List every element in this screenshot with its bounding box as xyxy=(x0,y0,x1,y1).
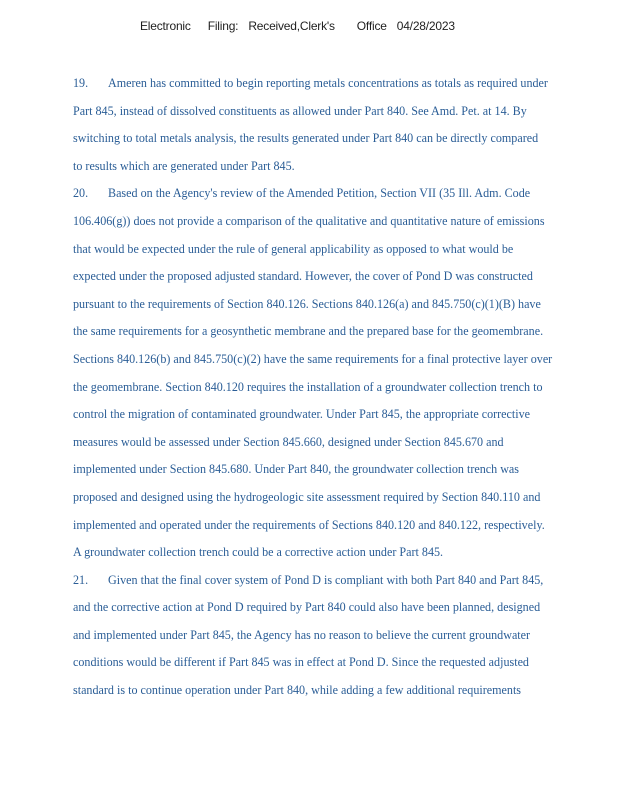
paragraph-line xyxy=(73,567,605,595)
paragraph-line: pursuant to the requirements of Section 840.126. Sections 840.126(a) and 845.750(c)(1)(B) have xyxy=(73,296,541,311)
paragraph-line: A groundwater collection trench could be a corrective action under Part 845. xyxy=(73,545,444,560)
paragraph-number: 20. xyxy=(73,186,89,201)
header-filing: Filing: xyxy=(207,19,239,33)
paragraph-line: standard is to continue operation under Part 840, while adding a few additional requirements xyxy=(73,683,522,698)
paragraph-line: the geomembrane. Section 840.120 requires the installation of a groundwater collection trench to xyxy=(73,379,543,394)
paragraph-line: 106.406(g)) does not provide a comparison of the qualitative and quantitative nature of emissions xyxy=(73,213,545,228)
paragraph-line: Part 845, instead of dissolved constituents as allowed under Part 840. See Amd. Pet. at 14. By xyxy=(73,103,527,118)
paragraph-line: conditions would be different if Part 845 was in effect at Pond D. Since the requested adjusted xyxy=(73,655,529,670)
paragraph-line: to results which are generated under Part 845. xyxy=(73,158,295,173)
filing-stamp-header xyxy=(140,19,455,33)
paragraph-line: measures would be assessed under Section 845.660, designed under Section 845.670 and xyxy=(73,434,504,449)
paragraph-line: implemented under Section 845.680. Under Part 840, the groundwater collection trench was xyxy=(73,462,520,477)
header-office: Office xyxy=(356,19,387,33)
paragraph-line: implemented and operated under the requirements of Sections 840.120 and 840.122, respectively. xyxy=(73,517,545,532)
header-electronic: Electronic xyxy=(140,19,191,33)
header-date: 04/28/2023 xyxy=(396,19,455,33)
paragraph-line: and the corrective action at Pond D required by Part 840 could also have been planned, designed xyxy=(73,600,541,615)
paragraph-19 xyxy=(73,70,605,180)
line-text: Ameren has committed to begin reporting metals concentrations as totals as required under xyxy=(108,76,548,90)
paragraph-line: and implemented under Part 845, the Agency has no reason to believe the current groundwater xyxy=(73,627,531,642)
paragraph-line: the same requirements for a geosynthetic membrane and the prepared base for the geomembrane. xyxy=(73,324,544,339)
document-body xyxy=(73,70,605,705)
paragraph-number: 21. xyxy=(73,572,89,587)
line-text: Given that the final cover system of Pond D is compliant with both Part 840 and Part 845, xyxy=(108,572,544,587)
paragraph-number: 19. xyxy=(73,76,89,90)
paragraph-line xyxy=(73,180,605,208)
paragraph-21 xyxy=(73,567,605,705)
paragraph-line xyxy=(73,70,605,98)
paragraph-line: switching to total metals analysis, the results generated under Part 840 can be directly compared xyxy=(73,131,539,146)
paragraph-line: control the migration of contaminated groundwater. Under Part 845, the appropriate corrective xyxy=(73,407,531,422)
paragraph-line: Sections 840.126(b) and 845.750(c)(2) have the same requirements for a final protective layer over xyxy=(73,351,553,366)
line-text: Based on the Agency's review of the Amended Petition, Section VII (35 Ill. Adm. Code xyxy=(108,186,531,201)
paragraph-line: expected under the proposed adjusted standard. However, the cover of Pond D was constructed xyxy=(73,269,533,284)
paragraph-line: proposed and designed using the hydrogeologic site assessment required by Section 840.110 and xyxy=(73,489,541,504)
header-received: Received,Clerk's xyxy=(248,19,335,33)
paragraph-20 xyxy=(73,180,605,566)
paragraph-line: that would be expected under the rule of general applicability as opposed to what would be xyxy=(73,241,514,256)
